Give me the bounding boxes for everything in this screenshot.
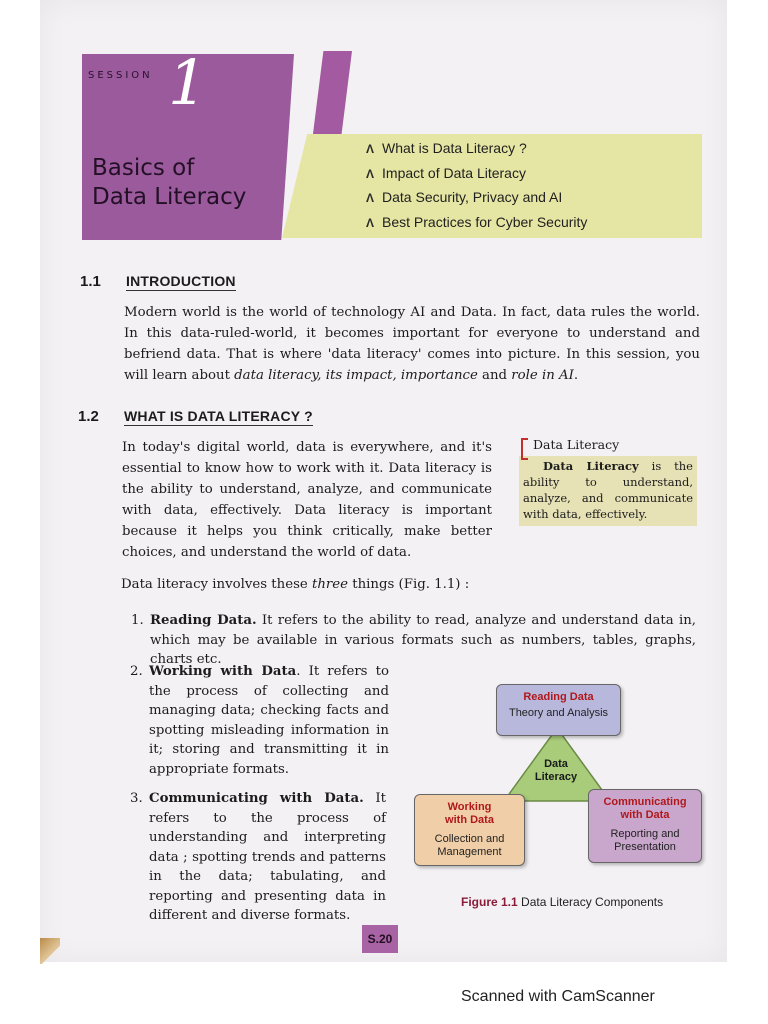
definition-bracket-icon <box>521 438 528 460</box>
section-number-1-1: 1.1 <box>80 273 101 290</box>
scanner-watermark: Scanned with CamScanner <box>461 988 655 1005</box>
definition-heading: Data Literacy <box>533 437 620 452</box>
page-number: S.20 <box>362 925 398 953</box>
definition-text: Data Literacy is the ability to understand, analyze, and communicate with data, effectively. <box>523 459 693 521</box>
triangle-bullet-icon: Λ <box>366 215 375 230</box>
triangle-bullet-icon: Λ <box>366 142 375 156</box>
reading-data-box: Reading Data Theory and Analysis <box>496 684 621 736</box>
topic-item: Λ What is Data Literacy ? <box>366 140 527 156</box>
topic-item: Λ Impact of Data Literacy <box>366 164 526 181</box>
list-item-working-with-data: 2. Working with Data. It refers to the process of collecting and managing data; checking facts and spotting misleading information in it; storing and transmitting it in appropriate formats. <box>130 664 389 777</box>
session-title <box>92 154 292 212</box>
triangle-bullet-icon: Λ <box>366 191 375 205</box>
figure-caption: Figure 1.1 Data Literacy Components <box>461 895 664 909</box>
topic-item: Λ Best Practices for Cyber Security <box>366 213 588 230</box>
section-title-introduction: INTRODUCTION <box>126 273 236 289</box>
working-with-data-box: Working with Data Collection and Management <box>414 794 525 866</box>
session-topics-list <box>366 136 587 234</box>
session-label: SESSION <box>88 70 153 81</box>
session-number: 1 <box>168 46 208 119</box>
session-title-line-2: Data Literacy <box>92 184 247 210</box>
introduction-paragraph: Modern world is the world of technology AI and Data. In fact, data rules the world. In this data-ruled-world, it becomes important for everyone to understand and befriend data. That is where 'data literacy' comes into picture. In this session, you will learn about data literacy, its impact, importance and role in AI. <box>124 305 700 383</box>
list-item-communicating-with-data: 3. Communicating with Data. It refers to the process of understanding and interpreting data ; spotting trends and patterns in the data; tabulating, and reporting and presenting data in different and diverse formats. <box>130 791 386 923</box>
page-corner-shadow <box>40 938 60 964</box>
triangle-bullet-icon: Λ <box>366 166 375 181</box>
communicating-with-data-box: Communicating with Data Reporting and Presentation <box>588 789 702 863</box>
three-things-intro: Data literacy involves these three things (Fig. 1.1) : <box>121 577 470 592</box>
center-label: Data Literacy <box>534 758 578 783</box>
what-is-data-literacy-paragraph: In today's digital world, data is everywhere, and it's essential to know how to work with it. Data literacy is the ability to understand, analyze, and communicate with data, effectively. Data literacy is important because it helps you think critically, make better choices, and understand the world of data. <box>122 440 492 560</box>
session-title-line-1: Basics of <box>92 155 195 181</box>
list-item-reading-data: 1. Reading Data. It refers to the ability to read, analyze and understand data in, which may be available in various formats such as numbers, tables, graphs, charts etc. <box>131 613 696 667</box>
section-title-what-is-data-literacy: WHAT IS DATA LITERACY ? <box>124 408 313 424</box>
topic-item: Λ Data Security, Privacy and AI <box>366 189 563 205</box>
section-number-1-2: 1.2 <box>78 408 99 425</box>
